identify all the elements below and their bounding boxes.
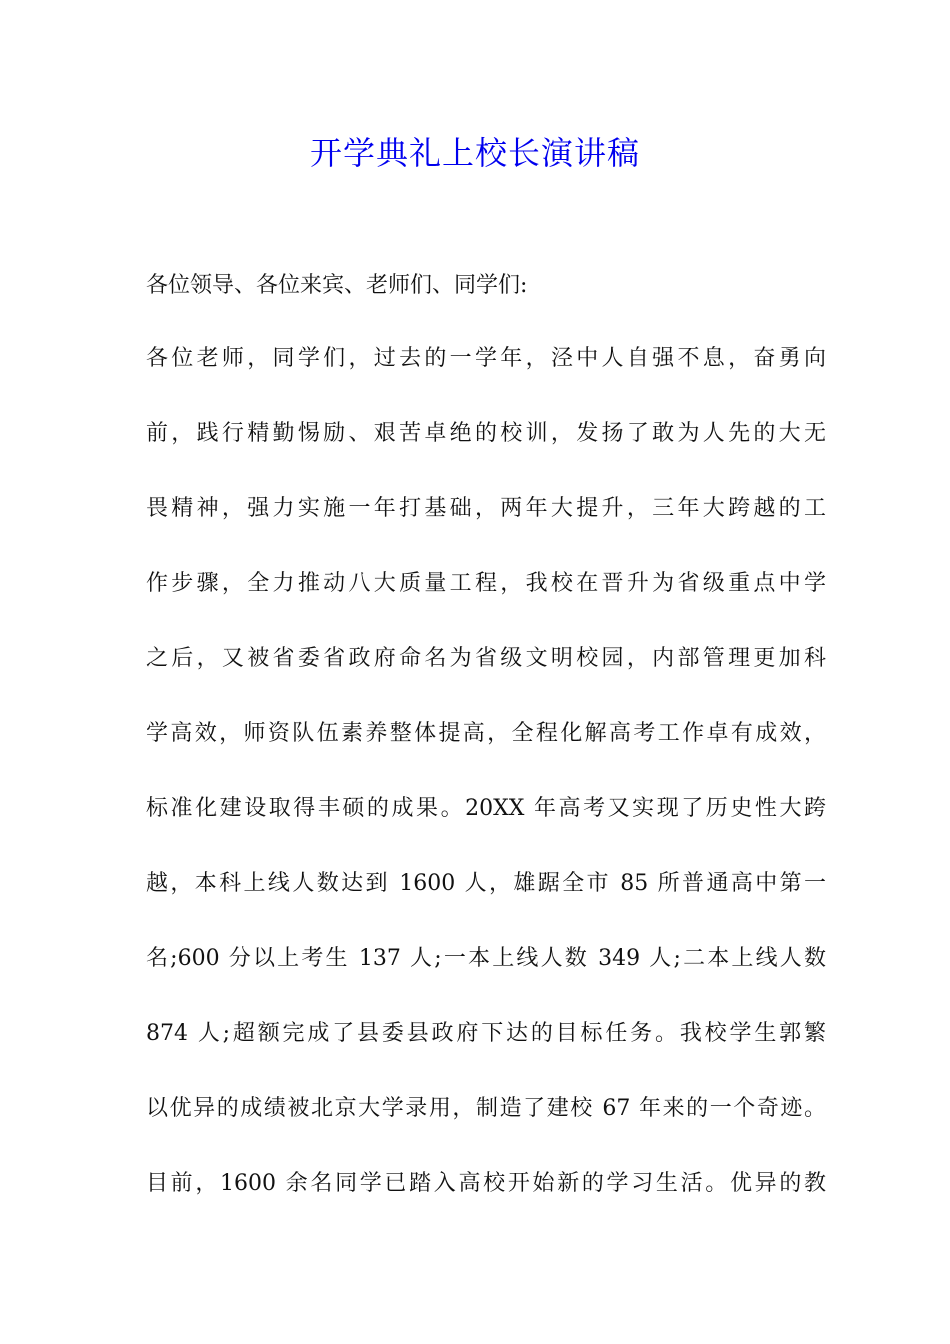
body-line: 各位老师，同学们，过去的一学年，泾中人自强不息，奋勇向 [146,346,826,371]
body-line: 学高效，师资队伍素养整体提高，全程化解高考工作卓有成效， [146,721,826,746]
body-line: 名;600 分以上考生 137 人;一本上线人数 349 人;二本上线人数 [146,946,826,971]
body-line: 874 人;超额完成了县委县政府下达的目标任务。我校学生郭繁 [146,1021,826,1046]
document-title: 开学典礼上校长演讲稿 [309,134,640,172]
body-line: 之后，又被省委省政府命名为省级文明校园，内部管理更加科 [146,646,826,671]
body-line: 前，践行精勤惕励、艰苦卓绝的校训，发扬了敢为人先的大无 [146,421,826,446]
body-paragraph [146,341,836,1241]
body-line: 标准化建设取得丰硕的成果。20XX 年高考又实现了历史性大跨 [146,796,826,821]
body-line: 畏精神，强力实施一年打基础，两年大提升，三年大跨越的工 [146,496,826,521]
greeting-line: 各位领导、各位来宾、老师们、同学们: [146,273,528,298]
body-line: 作步骤，全力推动八大质量工程，我校在晋升为省级重点中学 [146,571,826,596]
body-line: 目前，1600 余名同学已踏入高校开始新的学习生活。优异的教 [146,1171,826,1196]
body-line: 越，本科上线人数达到 1600 人，雄踞全市 85 所普通高中第一 [146,871,826,896]
body-line: 以优异的成绩被北京大学录用，制造了建校 67 年来的一个奇迹。 [146,1096,826,1121]
